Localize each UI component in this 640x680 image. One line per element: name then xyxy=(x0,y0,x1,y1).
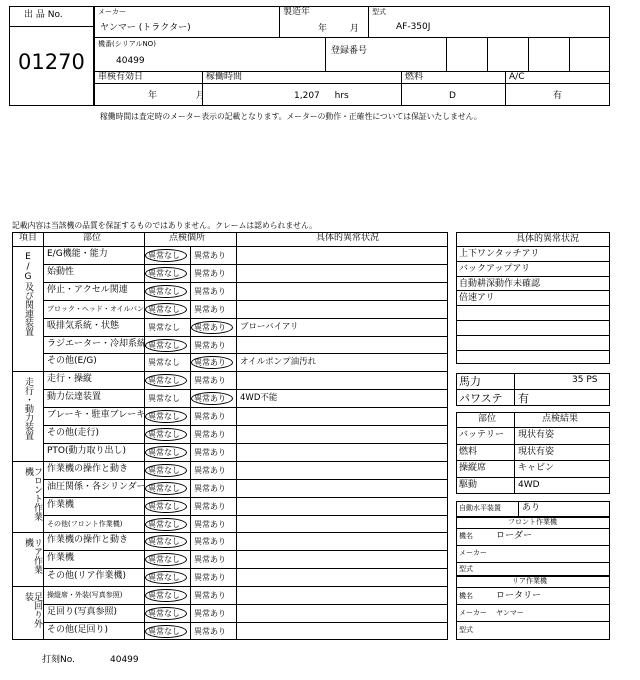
part-label: 作業機の操作と動き xyxy=(47,463,129,474)
power-value: 35 PS xyxy=(572,375,598,385)
hours-value: 1,207 hrs xyxy=(294,91,349,101)
abnormal-option: 異常あり xyxy=(194,412,226,422)
part-label: 動力伝達装置 xyxy=(47,392,102,403)
normal-option: 異常なし xyxy=(148,251,180,260)
lot-label: 出 品 No. xyxy=(24,10,63,20)
abnormal-option: 異常あり xyxy=(194,268,226,278)
abnormal-option: 異常あり xyxy=(194,394,226,404)
front-name-label: 機名 xyxy=(459,532,473,540)
year-label: 製造年 xyxy=(283,7,311,17)
part-label: E/G機能・能力 xyxy=(47,249,108,259)
rear-model-label: 型式 xyxy=(459,626,473,634)
normal-option: 異常なし xyxy=(148,358,180,368)
part-label: その他(足回り) xyxy=(47,624,109,635)
normal-circle xyxy=(145,249,187,262)
normal-option: 異常なし xyxy=(148,609,180,618)
abnormal-option: 異常あり xyxy=(194,322,226,332)
normal-circle xyxy=(145,518,187,531)
abnormality-item: 倍速アリ xyxy=(459,293,495,304)
abnormal-detail: 4WD不能 xyxy=(240,393,278,404)
abnormal-detail: ブローバイアリ xyxy=(240,321,299,332)
part-label: PTO(動力取り出し) xyxy=(47,445,127,456)
normal-circle xyxy=(145,589,187,602)
abnormal-option: 異常あり xyxy=(194,447,226,457)
part-label: 作業機 xyxy=(47,499,75,510)
result-header: 点検結果 xyxy=(542,414,579,424)
ac-value: 有 xyxy=(553,91,563,101)
abnormal-option: 異常あり xyxy=(194,555,226,565)
normal-circle xyxy=(145,303,187,316)
abnormality-item: 自動耕深動作未確認 xyxy=(459,278,541,289)
abnormal-option: 異常あり xyxy=(194,286,226,296)
hours-label: 稼働時間 xyxy=(206,72,243,82)
result-part: 駆動 xyxy=(459,480,478,491)
part-label: その他(フロント作業機) xyxy=(47,519,123,528)
section-title: リア作業機 xyxy=(23,538,42,575)
normal-circle xyxy=(145,410,187,423)
normal-circle xyxy=(145,339,187,352)
year-value: 年 月 xyxy=(318,24,359,34)
abnormal-option: 異常あり xyxy=(194,609,226,618)
front-name-value: ローダー xyxy=(496,531,533,541)
disclaimer: 記載内容は当該機の品質を保証するものではありません。クレームは認められません。 xyxy=(12,221,318,230)
part-label: 停止・アクセル関連 xyxy=(47,284,128,295)
normal-circle xyxy=(145,500,187,513)
section-title: 足回り外装 xyxy=(23,592,42,629)
section-title: 走行・動力装置 xyxy=(23,377,33,441)
section-title: E/G及び関連装置 xyxy=(23,252,33,336)
normal-option: 異常なし xyxy=(148,519,180,529)
header-col-detail: 具体的異常状況 xyxy=(316,233,380,243)
abnormal-option: 異常あり xyxy=(194,358,226,368)
auto-level-value: あり xyxy=(522,503,541,513)
abnormal-circle xyxy=(191,321,233,334)
header-col-part: 部位 xyxy=(83,233,102,243)
normal-option: 異常なし xyxy=(148,591,180,601)
normal-circle xyxy=(145,625,187,638)
abnormality-item: 上下ワンタッチアリ xyxy=(459,249,540,259)
result-part: 燃料 xyxy=(459,446,478,457)
normal-circle xyxy=(145,267,187,280)
result-part: 操縦席 xyxy=(459,463,487,474)
part-label: その他(走行) xyxy=(47,428,100,438)
part-label: 作業機 xyxy=(47,553,75,564)
part-label: ブレーキ・駐車ブレーキ xyxy=(47,410,146,421)
header-col-check: 点検個所 xyxy=(169,233,206,243)
normal-option: 異常なし xyxy=(148,447,180,457)
section-title: フロント作業機 xyxy=(23,466,42,521)
result-value: キャビン xyxy=(518,463,555,474)
normal-option: 異常なし xyxy=(148,376,180,386)
normal-option: 異常なし xyxy=(148,322,180,332)
rear-name-label: 機名 xyxy=(459,592,473,600)
normal-option: 異常なし xyxy=(148,430,180,439)
abnormal-option: 異常あり xyxy=(194,537,226,547)
normal-circle xyxy=(145,607,187,620)
normal-option: 異常なし xyxy=(148,412,180,422)
result-part-header: 部位 xyxy=(478,414,497,424)
normal-option: 異常なし xyxy=(148,394,180,404)
auto-level-label: 自動水平装置 xyxy=(459,504,501,512)
abnormal-option: 異常あり xyxy=(194,626,226,636)
result-value: 現状有姿 xyxy=(518,446,555,457)
normal-option: 異常なし xyxy=(148,268,180,278)
front-model-label: 型式 xyxy=(459,565,473,573)
registration-label: 登録番号 xyxy=(331,46,368,56)
header-col-item: 項目 xyxy=(19,233,38,243)
power-steering-label: パワステ xyxy=(459,392,503,405)
part-label: 操縦席・外装(写真参照) xyxy=(47,591,123,600)
normal-option: 異常なし xyxy=(148,537,180,547)
stamp-label: 打刻No. xyxy=(42,655,75,665)
part-label: 作業機の操作と動き xyxy=(47,535,129,546)
maker-value: ヤンマー (トラクター) xyxy=(100,23,191,33)
lot-number: 01270 xyxy=(18,50,85,74)
power-label: 馬力 xyxy=(459,375,481,388)
normal-option: 異常なし xyxy=(148,626,180,636)
maker-label: メーカー xyxy=(98,8,126,16)
abnormal-option: 異常あり xyxy=(194,251,226,260)
rear-attachment-box xyxy=(456,576,610,640)
result-value: 現状有姿 xyxy=(518,430,555,440)
model-label: 型式 xyxy=(372,8,386,16)
part-label: 始動性 xyxy=(47,266,75,277)
part-label: 吸排気系統・状態 xyxy=(47,320,120,331)
front-maker-label: メーカー xyxy=(459,549,487,557)
part-label: その他(E/G) xyxy=(47,356,97,367)
part-label: ラジエーター・冷却系統 xyxy=(47,338,147,349)
part-label: ブロック・ヘッド・オイルパン xyxy=(47,304,145,313)
inspection-date-label: 車検有効日 xyxy=(98,72,144,82)
rear-attachment-header: リア作業機 xyxy=(512,577,547,585)
abnormal-option: 異常あり xyxy=(194,465,226,475)
fuel-label: 燃料 xyxy=(405,72,424,82)
normal-option: 異常なし xyxy=(148,555,180,565)
abnormal-option: 異常あり xyxy=(194,483,226,493)
abnormality-item: バックアップアリ xyxy=(459,263,531,274)
normal-option: 異常なし xyxy=(148,573,180,583)
ac-label: A/C xyxy=(509,72,525,82)
abnormal-option: 異常あり xyxy=(194,376,226,386)
abnormal-option: 異常あり xyxy=(194,501,226,511)
normal-option: 異常なし xyxy=(148,465,180,475)
rear-maker-value: ヤンマー xyxy=(496,609,524,617)
front-attachment-header: フロント作業機 xyxy=(508,518,557,526)
abnormal-option: 異常あり xyxy=(194,340,226,350)
model-value: AF-350J xyxy=(396,22,431,32)
abnormal-option: 異常あり xyxy=(194,304,226,314)
part-label: 油圧関係・各シリンダー xyxy=(47,481,146,492)
normal-option: 異常なし xyxy=(148,340,180,350)
normal-circle xyxy=(145,482,187,495)
abnormal-option: 異常あり xyxy=(194,591,226,601)
abnormal-option: 異常あり xyxy=(194,573,226,583)
abnormal-option: 異常あり xyxy=(194,519,226,529)
fuel-value: D xyxy=(449,91,456,101)
normal-option: 異常なし xyxy=(148,286,180,296)
normal-option: 異常なし xyxy=(148,501,180,511)
part-label: 走行・操縦 xyxy=(47,374,93,385)
normal-circle xyxy=(145,464,187,477)
result-part: バッテリー xyxy=(459,430,505,440)
rear-maker-label: メーカー xyxy=(459,609,487,617)
abnormal-option: 異常あり xyxy=(194,430,226,439)
abnormality-list-header: 具体的異常状況 xyxy=(516,234,580,244)
hours-note: 稼働時間は査定時のメーター表示の記載となります。メーターの動作・正確性については保証いたしません。 xyxy=(100,112,482,121)
normal-circle xyxy=(145,428,187,441)
part-label: 足回り(写真参照) xyxy=(47,607,118,617)
inspection-date-value: 年 月 xyxy=(148,91,205,101)
result-value: 4WD xyxy=(518,480,540,491)
part-label: その他(リア作業機) xyxy=(47,571,127,582)
power-steering-value: 有 xyxy=(518,392,529,405)
normal-circle xyxy=(145,446,187,459)
stamp-value: 40499 xyxy=(110,655,139,665)
abnormal-detail: オイルポンプ油汚れ xyxy=(240,357,317,368)
normal-circle xyxy=(145,285,187,298)
normal-option: 異常なし xyxy=(148,483,180,493)
serial-label: 機番(シリアルNO) xyxy=(98,40,156,48)
rear-name-value: ロータリー xyxy=(496,591,542,601)
serial-value: 40499 xyxy=(116,56,145,66)
normal-option: 異常なし xyxy=(148,304,180,314)
